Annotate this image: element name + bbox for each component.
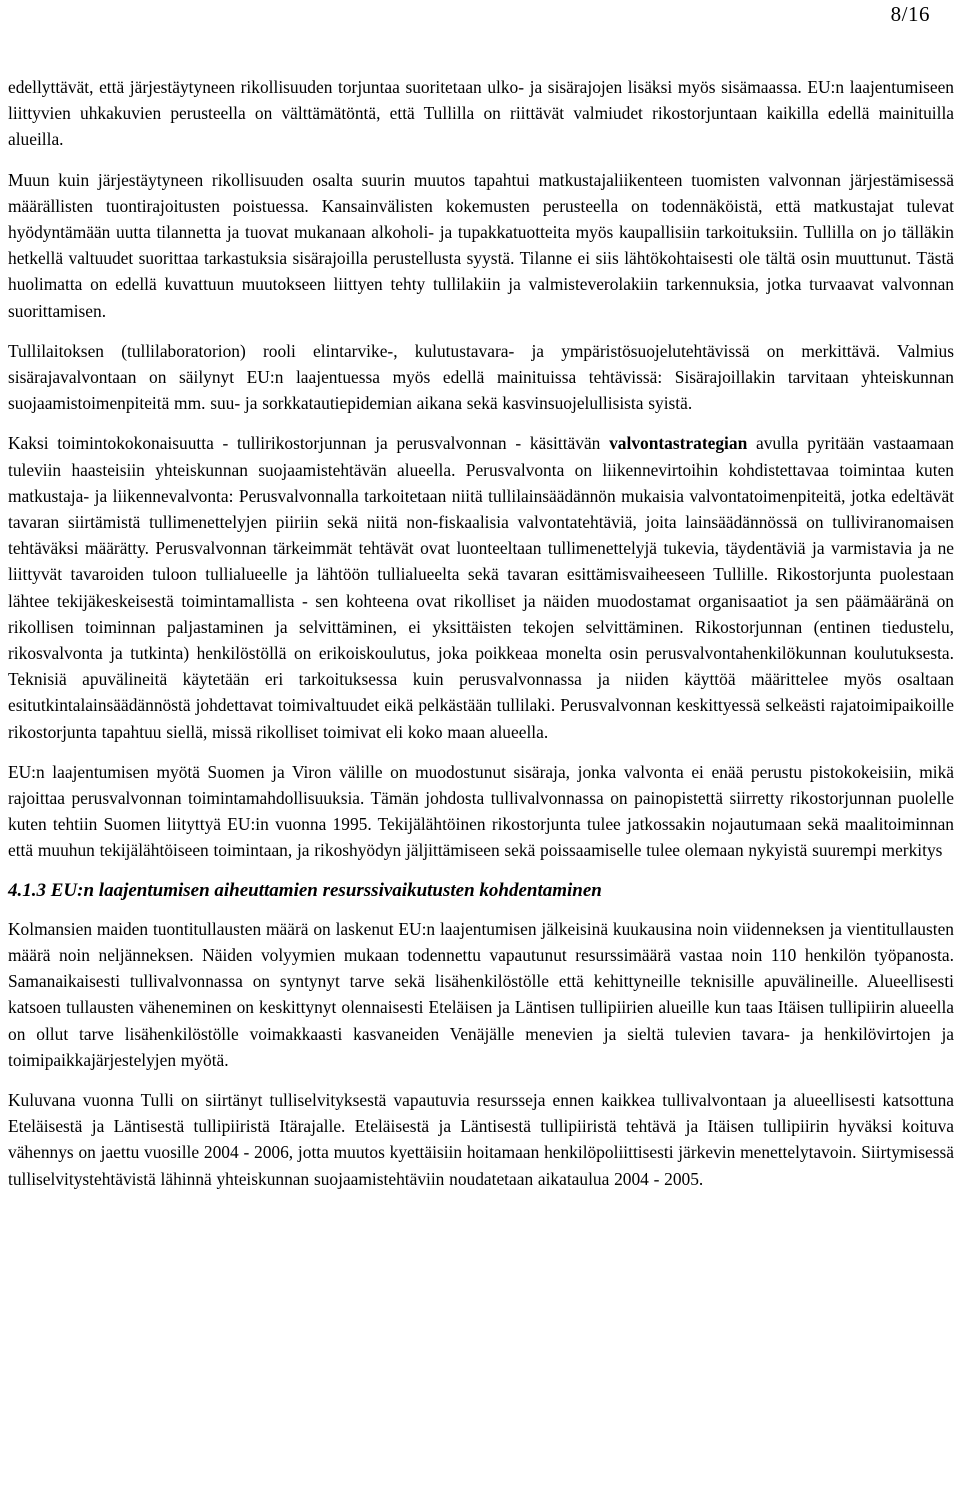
paragraph-6: Kolmansien maiden tuontitullausten määrä on laskenut EU:n laajentumisen jälkeisinä kuukausina noin viidenneksen ja vientitullausten määrä noin neljänneksen. Näiden volyymien mukaan todennettu vapautunut resurssimäärä vastaa noin 110 henkilön työpanosta. Samanaikaisesti tullivalvonnassa on syntynyt tarve sekä lisähenkilöstölle että kehittyneille teknisille apuvälineille. Alueellisesti katsoen tullausten väheneminen on keskittynyt olennaisesti Eteläisen ja Läntisen tullipiirien alueille kun taas Itäisen tullipiirin alueella on ollut tarve lisähenkilöstölle voimakkaasti kasvaneiden Venäjälle menevien ja sieltä tulevien tavara- ja henkilövirtojen ja toimipaikkajärjestelyjen myötä. — [8, 918, 954, 1070]
paragraph-7: Kuluvana vuonna Tulli on siirtänyt tulliselvityksestä vapautuvia resursseja ennen kaikkea tullivalvontaan ja alueellisesti katsottuna Eteläisestä ja Läntisestä tullipiiristä Itärajalle. Eteläisestä ja Läntisestä tullipiiristä tehtävä ja Itäisen tullipiirin hyväksi koituva vähennys on jaettu vuosille 2004 - 2006, jotta muutos kyettäisiin hoitamaan henkilöpoliittisesti järkevin menettelytavoin. Siirtymisessä tulliselvitystehtävistä lähinnä yhteiskunnan suojaamistehtäviin noudatetaan aikataulua 2004 - 2005. — [8, 1089, 954, 1189]
page-number: 8/16 — [890, 2, 930, 26]
document-body — [8, 74, 954, 1206]
paragraph-4-rest: avulla pyritään vastaamaan tuleviin haasteisiin yhteiskunnan suojaamistehtävän alueella. Perusvalvonta on liikennevirtoihin kohdistettavaa toimintaa kuten matkustaja- ja liikennevalvonta: Perusvalvonnalla tarkoitetaan niitä tullilainsäädännön mukaisia valvontatoimenpiteitä, jotka edeltävät tavaran siirtämistä tullimenettelyjen piiriin sekä niitä non-fiskaalisia valvontatehtäviä, joita lainsäädännössä on tulliviranomaisen tehtäväksi määrätty. Perusvalvonnan tärkeimmät tehtävät ovat luonteeltaan tullimenettelyjä tukevia, täydentäviä ja varmistavia ja ne liittyvät tavaroiden tuloon tullialueelle ja lähtöön tullialueelta sekä tavaran esittämisvaiheeseen Tullille. Rikostorjunta puolestaan lähtee tekijäkeskeisestä toimintamallista - sen kohteena ovat rikolliset ja näiden muodostamat organisaatiot ja sen päämääränä on rikollisen toiminnan paljastaminen ja selvittäminen, ei yksittäisten tekojen selvittäminen. Rikostorjunnan (entinen tiedustelu, rikosvalvonta ja tutkinta) henkilöstöllä on erikoiskoulutus, joka poikkeaa monelta osin perusvalvontahenkilökunnan koulutuksesta. Teknisiä apuvälineitä käytetään eri tarkoituksessa kuin perusvalvonnassa ja niiden käyttöä määrittelee myös osaltaan esitutkintalainsäädännöstä johdettavat toimivaltuudet eikä pelkästään tullilaki. Perusvalvonnan keskittyessä selkeästi rajatoimipaikoille rikostorjunta tapahtuu siellä, missä rikolliset toimivat eli koko maan alueella. — [8, 433, 955, 742]
paragraph-5: EU:n laajentumisen myötä Suomen ja Viron välille on muodostunut sisäraja, jonka valvonta ei enää perustu pistokokeisiin, mikä rajoittaa perusvalvonnan toimintamahdollisuuksia. Tämän johdosta tullivalvonnassa on painopistettä siirretty rikostorjunnan puolelle kuten tehtiin Suomen liityttyä EU:in vuonna 1995. Tekijälähtöinen rikostorjunta tulee jatkossakin nojautumaan sekä maalitoiminnan että muuhun tekijälähtöiseen toimintaan, ja rikoshyödyn jäljittämiseen sekä poissaamiselle tulee olemaan nykyistä suurempi merkitys — [8, 761, 954, 861]
paragraph-4-bold-term: valvontastrategian — [609, 433, 748, 454]
paragraph-1: edellyttävät, että järjestäytyneen rikollisuuden torjuntaa suoritetaan ulko- ja sisärajojen lisäksi myös sisämaassa. EU:n laajentumiseen liittyvien uhkakuvien perusteella on välttämätöntä, että Tullilla on riittävät valmiudet rikostorjuntaan kaikilla edellä mainituilla alueilla. — [8, 77, 954, 150]
section-heading: 4.1.3 EU:n laajentumisen aiheuttamien resurssivaikutusten kohdentaminen — [8, 879, 602, 901]
paragraph-4-lead: Kaksi toimintokokonaisuutta - tullirikostorjunnan ja perusvalvonnan - käsittävän — [8, 433, 610, 454]
paragraph-2: Muun kuin järjestäytyneen rikollisuuden osalta suurin muutos tapahtui matkustajaliikenteen tuomisten valvonnan järjestämisessä määrällisten tuontirajoitusten poistuessa. Kansainvälisten kokemusten perusteella on todennäköistä, että matkustajat tulevat hyödyntämään uutta tilannetta ja tuovat mukanaan alkoholi- ja tupakkatuotteita myös kaupallisiin tarkoituksiin. Tullilla on jo tälläkin hetkellä valtuudet suorittaa tarkastuksia sisärajoilla perustellusta syystä. Tilanne ei siis lähtökohtaisesti ole tältä osin muuttunut. Tästä huolimatta on edellä kuvattuun muutokseen liittyen tehty tullilakiin ja valmisteverolakiin tarkennuksia, jotka turvaavat valvonnan suorittamisen. — [8, 169, 954, 321]
paragraph-3: Tullilaitoksen (tullilaboratorion) rooli elintarvike-, kulutustavara- ja ympäristösuojelutehtävissä on merkittävä. Valmius sisärajavalvontaan on säilynyt EU:n laajentuessa myös edellä mainituissa tehtävissä: Sisärajoillakin tarvitaan yhteiskunnan suojaamistoimenpiteitä mm. suu- ja sorkkatautiepidemian aikana sekä kasvinsuojelullisista syistä. — [8, 340, 954, 414]
paragraph-4 — [8, 430, 954, 744]
